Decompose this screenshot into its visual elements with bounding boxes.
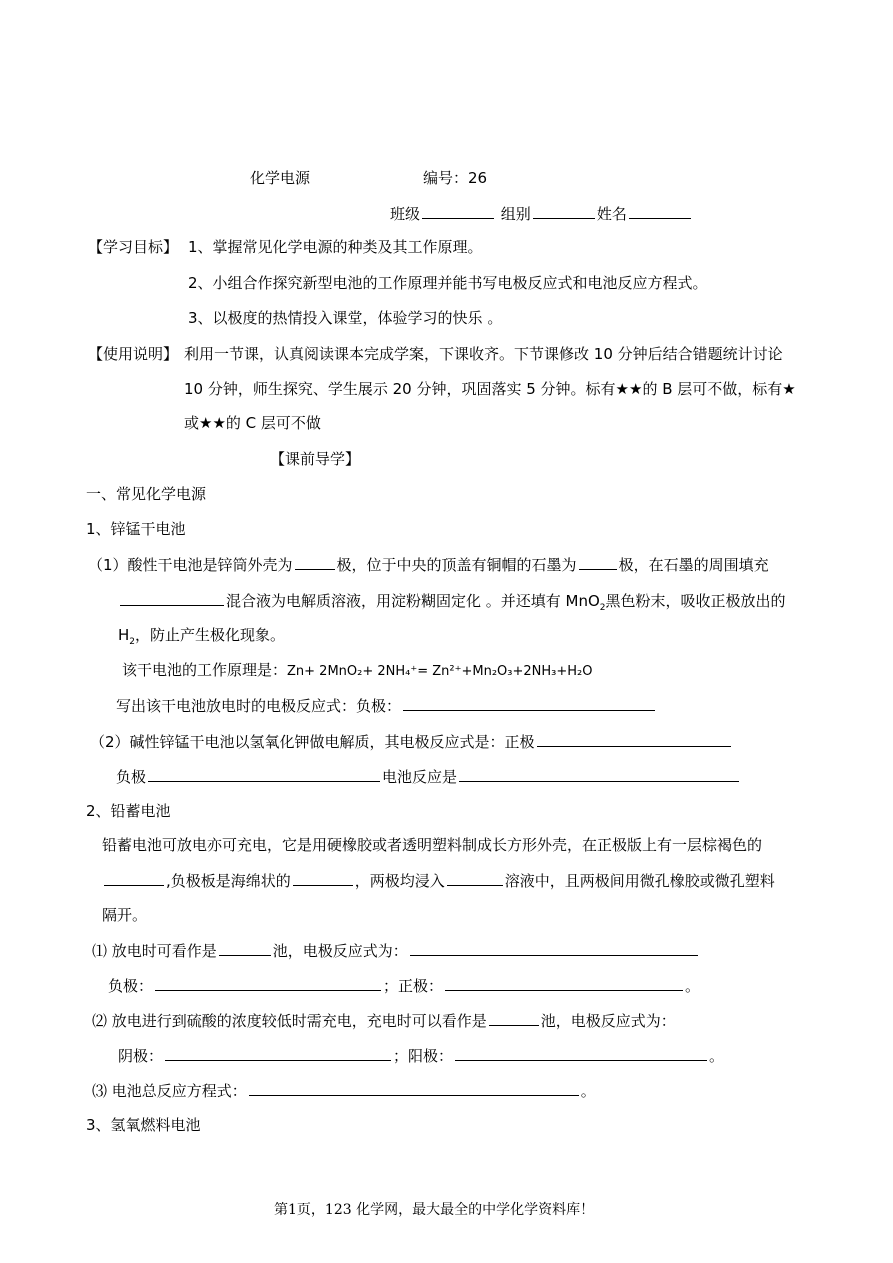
name-blank[interactable] [629,203,691,219]
write-electrode-label: 写出该干电池放电时的电极反应式：负极： [116,697,402,715]
student-info-line [390,203,693,224]
lead-para-1: 铅蓄电池可放电亦可充电，它是用硬橡胶或者透明塑料制成长方形外壳，在正极版上有一层棕褐色的 [102,836,763,854]
goal-item-1: 1、掌握常见化学电源的种类及其工作原理。 [188,238,483,256]
alkaline-line [90,731,733,752]
alkaline-line-2 [116,766,741,787]
zinc-p1-text-c: 极，在石墨的周围填充 [618,556,769,574]
h2-subscript: 2 [129,637,136,647]
usage-tag: 【使用说明】 [88,345,179,363]
solution-blank[interactable] [447,870,503,886]
goals-tag: 【学习目标】 [88,238,179,256]
goal-item-2: 2、小组合作探究新型电池的工作原理并能书写电极反应式和电池反应方程式。 [188,274,708,292]
name-label: 姓名 [596,205,627,223]
lead-q2 [92,1010,676,1031]
alkaline-label: （2）碱性锌锰干电池以氢氧化钾做电解质，其电极反应式是：正极 [90,733,535,751]
charge-period: 。 [709,1047,725,1065]
anode-blank[interactable] [455,1045,707,1061]
discharge-negative-label: 负极： [108,977,154,995]
charge-type-blank[interactable] [489,1010,539,1026]
lead-q1-electrodes [108,975,700,996]
discharge-positive-label: ；正极： [383,977,444,995]
mno2-subscript: 2 [599,603,606,613]
preview-heading: 【课前导学】 [270,450,361,468]
total-reaction-blank[interactable] [249,1080,579,1096]
cathode-label: 阴极： [118,1047,164,1065]
graphite-pole-blank[interactable] [579,554,617,570]
discharge-positive-blank[interactable] [445,975,683,991]
alkaline-positive-blank[interactable] [537,731,731,747]
lead-q2-text-a: ⑵ 放电进行到硫酸的浓度较低时需充电，充电时可以看作是 [92,1012,487,1030]
alkaline-negative-blank[interactable] [148,766,380,782]
cell-reaction-label: 电池反应是 [382,768,458,786]
group-blank[interactable] [533,203,595,219]
lead-q2-electrodes [118,1045,724,1066]
cathode-blank[interactable] [165,1045,391,1061]
usage-line-1: 利用一节课，认真阅读课本完成学案，下课收齐。下节课修改 10 分钟后结合错题统计讨论 [184,345,783,363]
discharge-negative-blank[interactable] [155,975,381,991]
zinc-write-line [116,695,657,716]
h2-symbol: H [118,626,130,644]
lead-para-3: 隔开。 [102,906,148,924]
zinc-shell-pole-blank[interactable] [295,554,335,570]
zinc-para-3 [118,625,285,645]
zinc-p2-text-b: 黑色粉末，吸收正极放出的 [605,592,786,610]
discharge-period: 。 [685,977,701,995]
negative-sponge-blank[interactable] [293,870,353,886]
section-heading: 一、常见化学电源 [86,485,207,503]
lead-para-2 [102,870,775,891]
positive-coating-blank[interactable] [104,870,164,886]
total-reaction-label: ⑶ 电池总反应方程式： [92,1082,247,1100]
lead-q2-text-b: 池，电极反应式为： [540,1012,676,1030]
page-footer: 第1页，123 化学网，最大最全的中学化学资料库！ [274,1202,595,1218]
zinc-principle [122,660,592,682]
fuel-cell-title: 3、氢氧燃料电池 [86,1116,201,1134]
zinc-para-1 [88,554,769,575]
class-label: 班级 [390,205,421,223]
zinc-p1-text-b: 极，位于中央的顶盖有铜帽的石墨为 [336,556,577,574]
lead-p2-text-a: ,负极板是海绵状的 [166,872,291,890]
principle-label: 该干电池的工作原理是： [122,661,288,679]
group-label: 组别 [500,205,531,223]
class-blank[interactable] [422,203,494,219]
zinc-negative-blank[interactable] [403,695,655,711]
usage-line-3: 或★★的 C 层可不做 [184,414,321,432]
principle-equation: Zn+ 2MnO₂+ 2NH₄⁺= Zn²⁺+Mn₂O₃+2NH₃+H₂O [287,664,593,679]
goal-item-3: 3、以极度的热情投入课堂，体验学习的快乐 。 [188,309,503,327]
zinc-title: 1、锌锰干电池 [86,520,186,538]
lead-q1-text-b: 池，电极反应式为： [272,942,408,960]
zinc-p2-text-a: 混合液为电解质溶液，用淀粉糊固定化 。并还填有 MnO [226,592,600,610]
lead-title: 2、铅蓄电池 [86,802,171,820]
doc-title: 化学电源 [250,169,311,187]
lead-q1 [92,940,700,961]
lead-p2-text-c: 溶液中，且两极间用微孔橡胶或微孔塑料 [504,872,775,890]
anode-label: ；阳极： [393,1047,454,1065]
cell-reaction-blank[interactable] [459,766,739,782]
alkaline-negative-label: 负极 [116,768,147,786]
lead-q1-text-a: ⑴ 放电时可看作是 [92,942,217,960]
lead-q3 [92,1080,596,1101]
zinc-p3-text: ，防止产生极化现象。 [135,626,286,644]
total-reaction-period: 。 [580,1082,596,1100]
doc-number: 编号：26 [423,169,488,187]
lead-p2-text-b: ，两极均浸入 [354,872,445,890]
zinc-p1-text-a: （1）酸性干电池是锌筒外壳为 [88,556,293,574]
discharge-electrode-blank[interactable] [410,940,698,956]
electrolyte-blank[interactable] [120,590,224,606]
zinc-para-2 [118,590,786,611]
discharge-type-blank[interactable] [219,940,271,956]
usage-line-2: 10 分钟，师生探究、学生展示 20 分钟，巩固落实 5 分钟。标有★★的 B 层可不做，标有★ [184,380,796,398]
